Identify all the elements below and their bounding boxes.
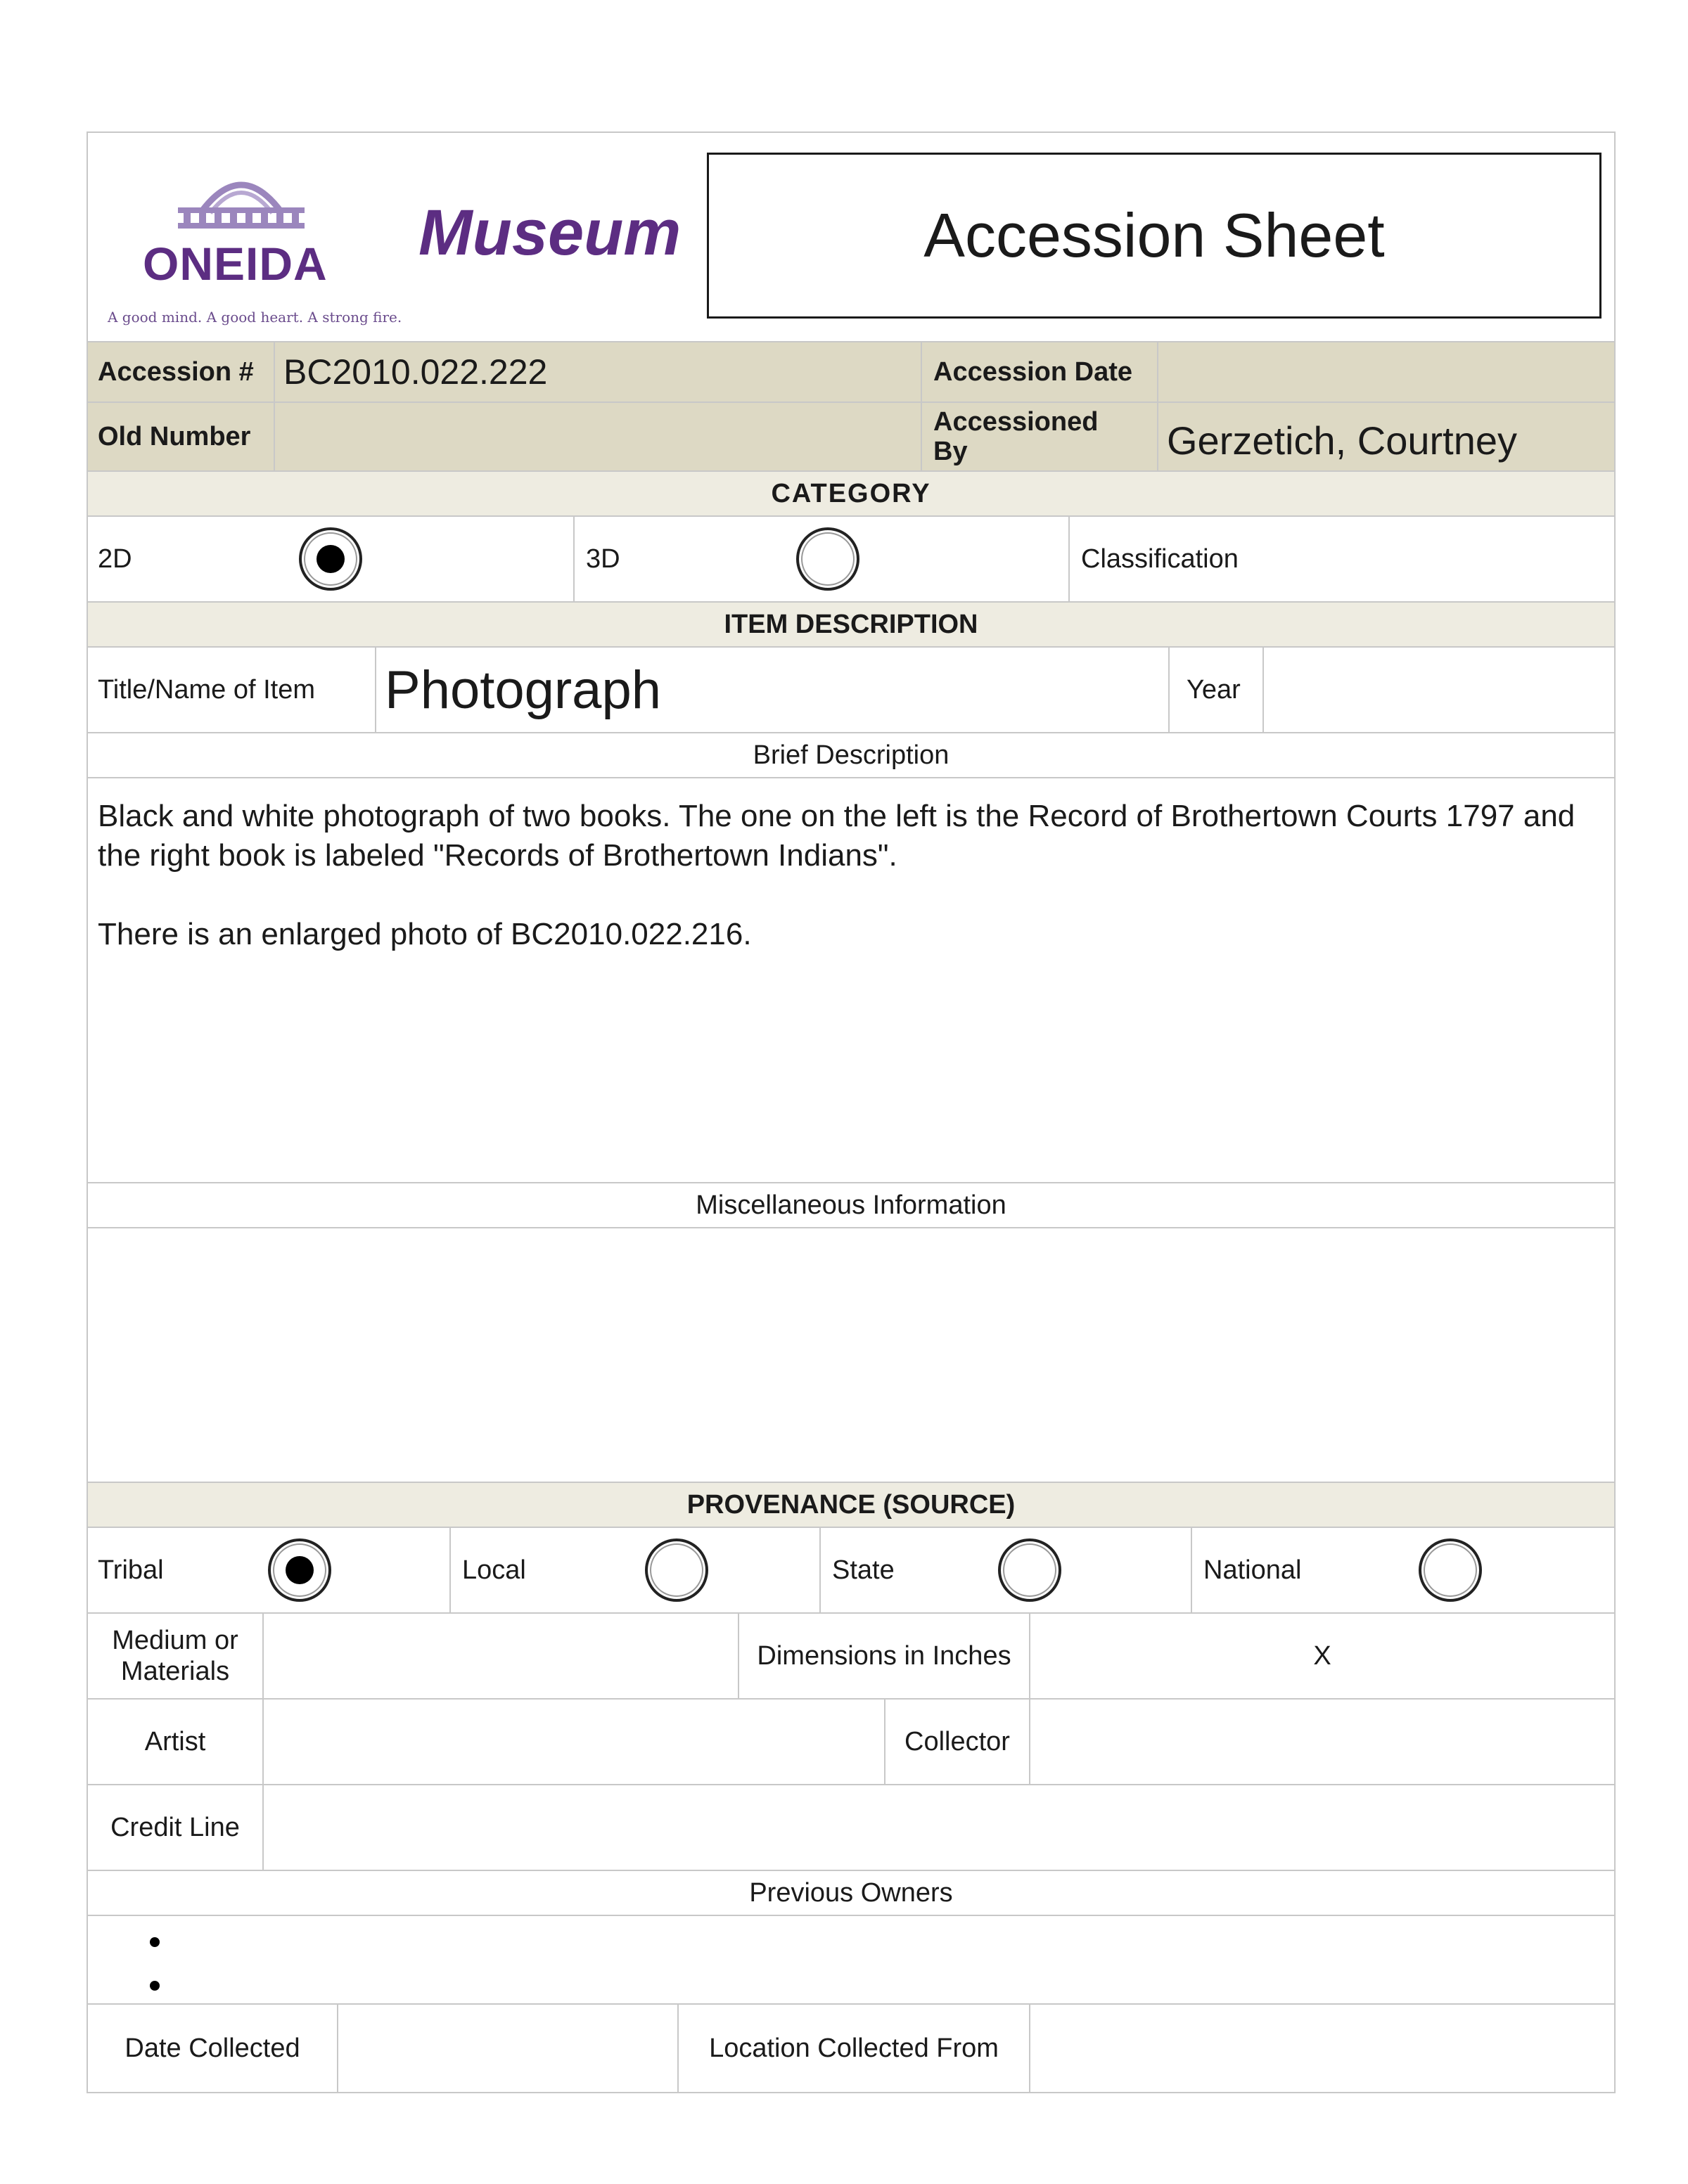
- category-3d-label: 3D: [573, 517, 784, 601]
- accession-row: [88, 341, 1614, 403]
- old-number-field[interactable]: [274, 403, 921, 470]
- accessioned-by-field[interactable]: Gerzetich, Courtney: [1157, 403, 1614, 470]
- credit-line-label: Credit Line: [110, 1812, 240, 1842]
- national-radio[interactable]: [1419, 1539, 1482, 1602]
- oneida-logo-icon: [171, 164, 312, 241]
- page-title: Accession Sheet: [707, 153, 1601, 319]
- old-number-label: Old Number: [98, 421, 251, 451]
- year-label: Year: [1168, 648, 1262, 732]
- dimensions-label: Dimensions in Inches: [738, 1614, 1029, 1698]
- artist-label: Artist: [144, 1726, 206, 1756]
- accession-number-label: Accession #: [98, 356, 254, 387]
- brief-description-paragraph-2: There is an enlarged photo of BC2010.022.216.: [98, 917, 752, 951]
- artist-row: [88, 1700, 1614, 1785]
- logo-wordmark: ONEIDA: [143, 238, 328, 290]
- header: [88, 133, 1614, 341]
- location-collected-field[interactable]: [1029, 2005, 1614, 2092]
- dimensions-field[interactable]: X: [1029, 1614, 1614, 1698]
- tribal-label: Tribal: [98, 1555, 164, 1585]
- tribal-radio[interactable]: [268, 1539, 331, 1602]
- classification-label: Classification: [1068, 517, 1614, 601]
- category-heading: CATEGORY: [88, 472, 1614, 517]
- year-field[interactable]: [1262, 648, 1614, 732]
- collector-label: Collector: [884, 1700, 1029, 1784]
- state-radio[interactable]: [998, 1539, 1061, 1602]
- national-label: National: [1191, 1528, 1402, 1612]
- accession-number-field[interactable]: BC2010.022.222: [274, 342, 921, 402]
- previous-owners-label: Previous Owners: [88, 1871, 1614, 1916]
- date-collected-row: [88, 2005, 1614, 2092]
- medium-field[interactable]: [262, 1614, 738, 1698]
- misc-information-field[interactable]: [88, 1228, 1614, 1483]
- museum-label: Museum: [418, 197, 682, 269]
- category-2d-radio[interactable]: [299, 527, 362, 591]
- credit-line-row: [88, 1785, 1614, 1871]
- location-collected-label: Location Collected From: [677, 2005, 1029, 2092]
- item-description-heading: ITEM DESCRIPTION: [88, 603, 1614, 648]
- previous-owners-list[interactable]: [88, 1916, 1614, 2005]
- collector-field[interactable]: [1029, 1700, 1614, 1784]
- provenance-row: [88, 1528, 1614, 1614]
- accession-sheet: [87, 131, 1616, 2093]
- title-label: Title/Name of Item: [98, 674, 316, 705]
- logo-tagline: A good mind. A good heart. A strong fire.: [108, 309, 402, 326]
- title-row: [88, 648, 1614, 733]
- local-radio[interactable]: [645, 1539, 708, 1602]
- medium-label: Medium or Materials: [112, 1626, 238, 1686]
- accession-date-field[interactable]: [1157, 342, 1614, 402]
- category-3d-radio[interactable]: [796, 527, 859, 591]
- misc-information-label: Miscellaneous Information: [88, 1183, 1614, 1228]
- date-collected-field[interactable]: [337, 2005, 677, 2092]
- brief-description-paragraph-1: Black and white photograph of two books. The one on the left is the Record of Brothertown Courts 1797 and the right book is labeled "Records of Brothertown Indians".: [98, 799, 1575, 873]
- title-field[interactable]: Photograph: [375, 648, 1168, 732]
- provenance-heading: PROVENANCE (SOURCE): [88, 1483, 1614, 1528]
- accessioned-by-label: Accessioned By: [921, 403, 1157, 470]
- list-item-bullet: [150, 1981, 160, 1991]
- artist-field[interactable]: [262, 1700, 884, 1784]
- list-item-bullet: [150, 1937, 160, 1947]
- category-row: [88, 517, 1614, 603]
- brief-description-field[interactable]: [88, 778, 1614, 1183]
- date-collected-label: Date Collected: [124, 2033, 300, 2063]
- old-number-row: [88, 403, 1614, 472]
- credit-line-field[interactable]: [262, 1785, 1614, 1870]
- local-label: Local: [449, 1528, 632, 1612]
- category-2d-label: 2D: [98, 544, 132, 574]
- state-label: State: [819, 1528, 1002, 1612]
- brief-description-label: Brief Description: [88, 733, 1614, 778]
- medium-row: [88, 1614, 1614, 1700]
- accession-date-label: Accession Date: [921, 342, 1157, 402]
